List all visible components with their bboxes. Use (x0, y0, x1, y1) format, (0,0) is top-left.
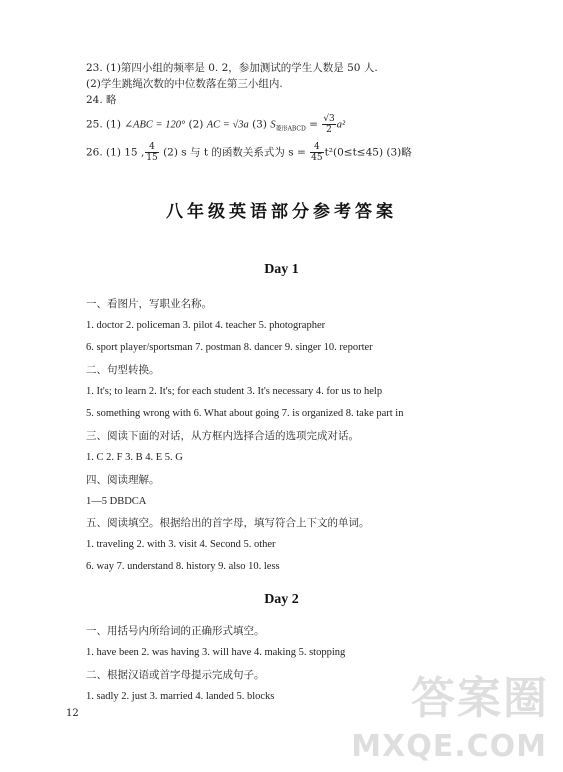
answer-26 (86, 142, 412, 163)
answer-25-mid: (2) (185, 118, 207, 131)
answer-25-prefix: 25. (1) (86, 118, 125, 131)
answer-25-angle: ∠ABC = 120° (124, 119, 186, 131)
day1-title: Day 1 (264, 262, 299, 277)
watermark-site: MXQE.COM (351, 729, 547, 764)
day1-line: 1—5 DBDCA (86, 496, 147, 507)
answer-26-fraction1 (145, 142, 158, 163)
day1-line: 5. something wrong with 6. What about going 7. is organized 8. take part in (86, 408, 404, 419)
day1-line: 1. doctor 2. policeman 3. pilot 4. teacher 5. photographer (86, 320, 326, 331)
answer-25-area-symbol: S (270, 119, 276, 131)
day2-line: 1. sadly 2. just 3. married 4. landed 5. blocks (86, 691, 275, 702)
answer-25-eq: = (305, 118, 322, 131)
answer-26-prefix: 26. (1) 15 , (86, 146, 145, 159)
answer-26-fraction2-num: 4 (310, 142, 323, 153)
page-number: 12 (66, 708, 79, 719)
day1-line: 6. sport player/sportsman 7. postman 8. dancer 9. singer 10. reporter (86, 342, 373, 353)
answer-24: 24. 略 (86, 94, 117, 106)
day1-line: 三、阅读下面的对话，从方框内选择合适的选项完成对话。 (86, 430, 359, 442)
answer-25-fraction (322, 114, 335, 135)
answer-26-fraction2-den: 45 (311, 153, 323, 163)
day2-line: 一、用括号内所给词的正确形式填空。 (86, 625, 265, 637)
watermark-logo: 答案圈 (411, 673, 549, 724)
day1-line: 四、阅读理解。 (86, 474, 160, 486)
section-title: 八年级英语部分参考答案 (166, 202, 397, 222)
answer-23-part2: (2)学生跳绳次数的中位数落在第三小组内. (86, 78, 283, 90)
answer-26-fraction1-num: 4 (145, 142, 158, 153)
answer-26-mid: (2) s 与 t 的函数关系式为 s = (159, 146, 310, 159)
day1-line: 一、看图片，写职业名称。 (86, 298, 212, 310)
answer-25 (86, 114, 345, 137)
answer-26-fraction1-den: 15 (146, 153, 158, 163)
day2-title: Day 2 (264, 592, 299, 607)
day1-line: 1. traveling 2. with 3. visit 4. Second 5. other (86, 539, 276, 550)
answer-25-fraction-num: √3 (323, 114, 335, 124)
answer-25-mid2: (3) (248, 118, 271, 131)
answer-26-tail: t²(0≤t≤45) (3)略 (324, 146, 412, 159)
day2-line: 二、根据汉语或首字母提示完成句子。 (86, 669, 265, 681)
answer-25-tail: a² (336, 119, 346, 131)
day1-line: 五、阅读填空。根据给出的首字母，填写符合上下文的单词。 (86, 517, 370, 529)
day2-line: 1. have been 2. was having 3. will have 4. making 5. stopping (86, 647, 346, 658)
day1-line: 二、句型转换。 (86, 364, 160, 376)
answer-26-fraction2 (310, 142, 323, 163)
answer-25-ac: AC = √3a (206, 119, 249, 131)
day1-line: 1. It's; to learn 2. It's; for each student 3. It's necessary 4. for us to help (86, 386, 383, 397)
day1-line: 1. C 2. F 3. B 4. E 5. G (86, 452, 183, 463)
answer-25-area-subscript: 菱形ABCD (275, 125, 306, 133)
day1-line: 6. way 7. understand 8. history 9. also 10. less (86, 561, 280, 572)
answer-25-fraction-den: 2 (326, 125, 332, 135)
answer-23-part1: 23. (1)第四小组的频率是 0. 2，参加测试的学生人数是 50 人. (86, 62, 378, 74)
